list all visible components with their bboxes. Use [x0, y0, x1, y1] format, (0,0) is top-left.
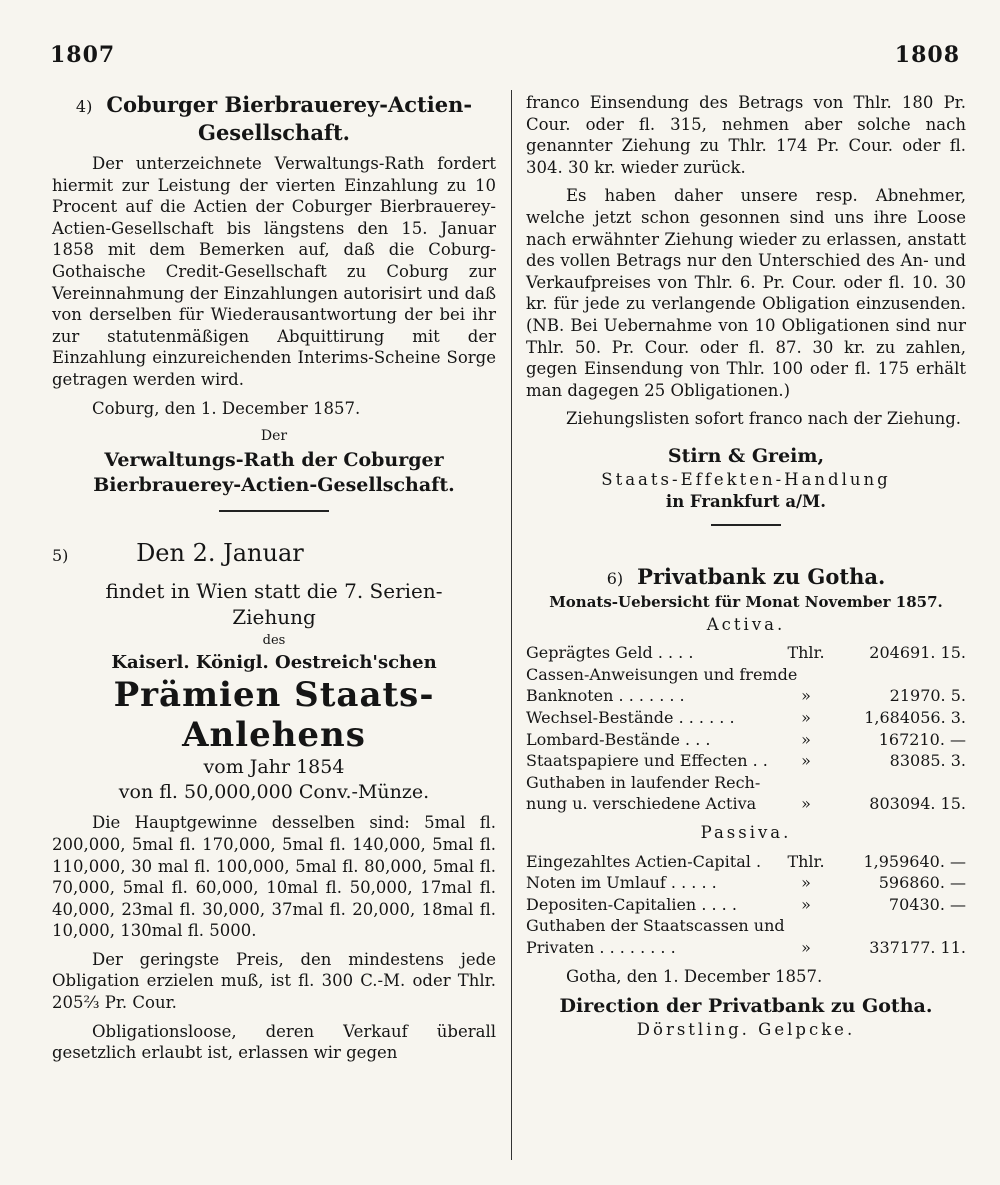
row-amount: 21970. 5.	[889, 686, 966, 706]
row-label: Guthaben der Staatscassen und	[526, 916, 785, 936]
row-label: Lombard-Bestände . . .	[526, 729, 711, 749]
row-currency: »	[801, 686, 811, 706]
table-row	[526, 851, 966, 873]
section-5-sale: Obligationsloose, deren Verkauf überall gesetzlich erlaubt ist, erlassen wir gegen	[52, 1021, 496, 1063]
passiva-heading: Passiva.	[700, 823, 792, 843]
section-6-subtitle: Monats-Uebersicht für Monat November 1857.	[549, 593, 943, 612]
row-label: Depositen-Capitalien . . . .	[526, 894, 737, 914]
row-label: Staatspapiere und Effecten . .	[526, 751, 768, 771]
table-row	[526, 664, 966, 686]
row-amount: 803094. 15.	[869, 794, 966, 814]
separator	[219, 510, 329, 512]
table-row	[526, 872, 966, 894]
table-row	[526, 894, 966, 916]
row-currency: Thlr.	[787, 643, 825, 663]
separator-right	[711, 524, 781, 526]
firm-description: Staats-Effekten-Handlung	[601, 469, 891, 489]
section-4-date: Coburg, den 1. December 1857.	[92, 398, 361, 418]
page-number-left: 1807	[50, 42, 116, 68]
table-row	[526, 707, 966, 729]
row-label: Eingezahltes Actien-Capital .	[526, 851, 762, 871]
right-column	[526, 92, 966, 1041]
passiva-table	[526, 851, 966, 959]
table-row	[526, 793, 966, 815]
section-5-year: vom Jahr 1854	[203, 756, 345, 779]
table-row	[526, 685, 966, 707]
row-label: Wechsel-Bestände . . . . . .	[526, 708, 735, 728]
section-4-number: 4)	[75, 97, 93, 116]
section-5-headline: Den 2. Januar	[136, 538, 304, 567]
section-6-names: Dörstling. Gelpcke.	[636, 1020, 856, 1040]
row-amount: 83085. 3.	[889, 751, 966, 771]
row-amount: 1,959640. —	[863, 851, 966, 871]
table-row	[526, 915, 966, 937]
row-amount: 337177. 11.	[869, 938, 966, 957]
row-currency: »	[801, 708, 811, 728]
section-5-line1: findet in Wien statt die 7. Serien-	[105, 578, 443, 603]
section-5-title: Prämien Staats-Anlehens	[113, 675, 435, 756]
row-currency: »	[801, 873, 811, 893]
section-4-title: Coburger Bierbrauerey-Actien-Gesellschaft.	[106, 92, 473, 145]
section-6-date: Gotha, den 1. December 1857.	[566, 966, 823, 986]
row-currency: »	[801, 729, 811, 749]
section-6-title: Privatbank zu Gotha.	[637, 564, 886, 590]
section-5-headline-row	[52, 538, 496, 571]
row-label: Guthaben in laufender Rech-	[526, 772, 761, 792]
row-currency: »	[801, 794, 811, 814]
row-label: Privaten . . . . . . . .	[526, 938, 676, 957]
activa-table	[526, 642, 966, 815]
row-amount: 70430. —	[888, 894, 966, 914]
section-5-des: des	[262, 632, 286, 648]
row-currency: Thlr.	[787, 851, 825, 871]
section-4-heading	[52, 92, 496, 146]
section-5-number: 5)	[52, 545, 69, 565]
section-5-amount: von fl. 50,000,000 Conv.-Münze.	[118, 781, 430, 804]
activa-heading: Activa.	[706, 614, 786, 634]
table-row	[526, 750, 966, 772]
table-row	[526, 937, 966, 959]
table-row	[526, 729, 966, 751]
section-5-line3: Kaiserl. Königl. Oestreich'schen	[111, 652, 437, 674]
row-amount: 167210. —	[878, 729, 966, 749]
section-5-continuation: franco Einsendung des Betrags von Thlr. 180 Pr. Cour. oder fl. 315, nehmen aber solche nach genannter Ziehung zu Thlr. 174 Pr. Cour. oder fl. 304. 30 kr. wieder zurück.	[526, 93, 966, 177]
section-4-signature: Verwaltungs-Rath der Coburger Bierbrauerey-Actien-Gesellschaft.	[93, 448, 455, 496]
row-label: nung u. verschiedene Activa	[526, 794, 757, 814]
section-6-signature: Direction der Privatbank zu Gotha.	[559, 995, 933, 1018]
table-row	[526, 772, 966, 794]
row-label: Cassen-Anweisungen und fremde	[526, 664, 798, 684]
firm-location: in Frankfurt a/M.	[665, 491, 827, 511]
section-4-der: Der	[260, 428, 288, 445]
row-currency: »	[801, 938, 811, 957]
row-amount: 204691. 15.	[869, 643, 966, 663]
page-number-right: 1808	[894, 42, 960, 68]
section-6-number: 6)	[606, 569, 624, 589]
row-amount: 596860. —	[878, 873, 966, 893]
section-6-heading	[526, 564, 966, 592]
row-label: Noten im Umlauf . . . . .	[526, 873, 717, 893]
column-divider	[511, 90, 512, 1160]
firm-name: Stirn & Greim,	[667, 444, 825, 467]
section-4-body: Der unterzeichnete Verwaltungs-Rath fordert hiermit zur Leistung der vierten Einzahlung zu 10 Procent auf die Actien der Coburger Bierbrauerey-Actien-Gesellschaft bis längstens den 15. Januar 1858 mit dem Bemerken auf, daß die Coburg-Gothaische Credit-Gesellschaft zu Coburg zur Vereinnahmung der Einzahlungen autorisirt und daß von derselben für Wiederausantwortung der bei ihr zur statutenmäßigen Abquittirung mit der Einzahlung einzureichenden Interims-Scheine Sorge getragen werden wird.	[52, 154, 496, 389]
row-currency: »	[801, 751, 811, 771]
row-amount: 1,684056. 3.	[864, 708, 966, 728]
section-5-least-prize: Der geringste Preis, den mindestens jede Obligation erzielen muß, ist fl. 300 C.-M. oder Thlr. 205⅔ Pr. Cour.	[52, 949, 496, 1013]
left-column	[52, 92, 496, 1064]
row-label: Banknoten . . . . . . .	[526, 686, 685, 706]
section-5-prizes: Die Hauptgewinne desselben sind: 5mal fl. 200,000, 5mal fl. 170,000, 5mal fl. 140,000, 5mal fl. 110,000, 30 mal fl. 100,000, 5mal fl. 80,000, 5mal fl. 70,000, 5mal fl. 60,000, 10mal fl. 50,000, 17mal fl. 40,000, 23mal fl. 30,000, 37mal fl. 20,000, 18mal fl. 10,000, 130mal fl. 5000.	[52, 813, 496, 941]
table-row	[526, 642, 966, 664]
section-5-line2: Ziehung	[232, 604, 316, 629]
row-currency: »	[801, 894, 811, 914]
section-5-subscribers: Es haben daher unsere resp. Abnehmer, welche jetzt schon gesonnen sind uns ihre Loose nach erwähnter Ziehung wieder zu erlassen, anstatt des vollen Betrags nur den Unterschied des An- und Verkaufpreises von Thlr. 6. Pr. Cour. oder fl. 10. 30 kr. für jede zu verlangende Obligation einzusenden. (NB. Bei Uebernahme von 10 Obligationen sind nur Thlr. 50. Pr. Cour. oder fl. 87. 30 kr. zu zahlen, gegen Einsendung von Thlr. 100 oder fl. 175 erhält man dagegen 25 Obligationen.)	[526, 186, 966, 400]
section-5-lists: Ziehungslisten sofort franco nach der Ziehung.	[566, 409, 962, 429]
row-label: Geprägtes Geld . . . .	[526, 643, 694, 663]
